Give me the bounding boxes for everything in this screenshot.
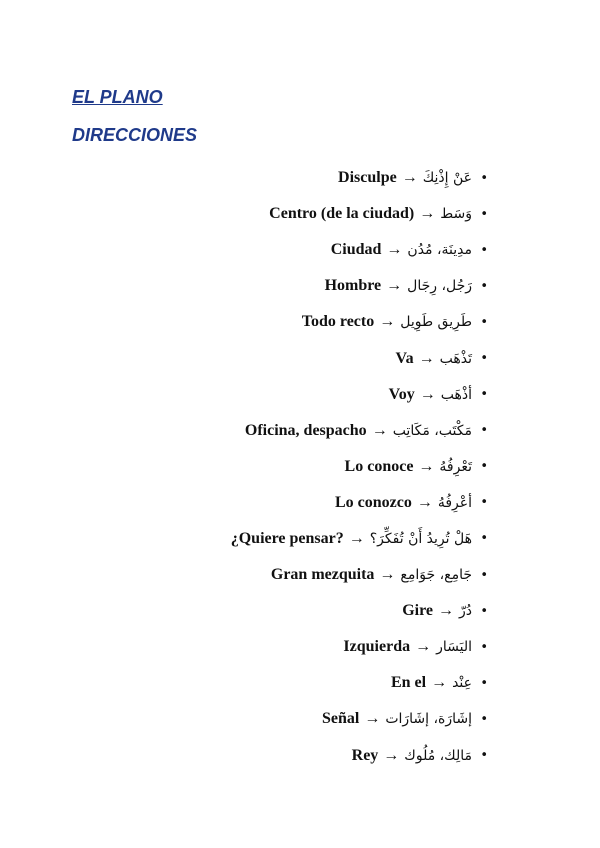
spanish-term: Ciudad (330, 241, 382, 259)
arabic-term: مَالِك، مُلُوك (404, 747, 472, 764)
arrow-icon: → (416, 493, 433, 511)
arabic-term: مَكْتَب، مَكَاتِب (392, 422, 472, 439)
arabic-term: عِنْد (452, 675, 472, 692)
arrow-icon: → (386, 277, 403, 295)
arrow-icon: → (419, 205, 436, 223)
spanish-term: Todo recto (301, 313, 375, 331)
spanish-term: Va (395, 349, 414, 367)
spanish-term: Hombre (324, 277, 382, 295)
arabic-term: اليَسَار (436, 639, 472, 656)
spanish-term: Rey (351, 746, 379, 764)
bullet-icon: • (480, 495, 488, 511)
arrow-icon: → (415, 638, 432, 656)
bullet-icon: • (480, 711, 488, 727)
section-heading: DIRECCIONES (72, 125, 198, 145)
arrow-icon: → (364, 710, 381, 728)
list-item (48, 377, 488, 413)
arrow-icon: → (438, 602, 454, 620)
bullet-icon: • (480, 531, 488, 547)
spanish-term: Oficina, despacho (244, 421, 367, 439)
bullet-icon: • (480, 387, 488, 403)
bullet-icon: • (480, 314, 488, 330)
spanish-term: ¿Quiere pensar? (230, 529, 344, 547)
arabic-term: دُرّ (459, 603, 472, 620)
arabic-term: جَامِع، جَوَامِع (400, 567, 472, 584)
vocabulary-list (48, 160, 488, 774)
arrow-icon: → (379, 566, 396, 584)
bullet-icon: • (480, 351, 488, 367)
bullet-icon: • (480, 675, 488, 691)
spanish-term: Lo conoce (344, 457, 414, 475)
arrow-icon: → (348, 529, 365, 547)
arrow-icon: → (419, 385, 436, 403)
arrow-icon: → (418, 457, 435, 475)
arabic-term: تَذْهَب (439, 350, 472, 367)
list-item (48, 196, 488, 232)
arrow-icon: → (418, 349, 435, 367)
list-item (48, 521, 488, 557)
bullet-icon: • (480, 603, 488, 619)
bullet-icon: • (480, 170, 488, 186)
arabic-term: تَعْرِفُهُ (439, 458, 472, 475)
arabic-term: أذْهَب (440, 386, 472, 403)
list-item (48, 629, 488, 665)
arrow-icon: → (386, 241, 403, 259)
bullet-icon: • (480, 206, 488, 222)
arabic-term: إشَارَة، إشَارَات (385, 711, 472, 728)
bullet-icon: • (480, 459, 488, 475)
list-item (48, 738, 488, 774)
spanish-term: Voy (388, 385, 415, 403)
bullet-icon: • (480, 639, 488, 655)
bullet-icon: • (480, 423, 488, 439)
bullet-icon: • (480, 748, 488, 764)
list-item (48, 485, 488, 521)
spanish-term: Señal (321, 710, 360, 728)
arrow-icon: → (379, 313, 396, 331)
list-item (48, 449, 488, 485)
list-item (48, 304, 488, 340)
list-item (48, 557, 488, 593)
list-item (48, 232, 488, 268)
list-item (48, 701, 488, 737)
list-item (48, 413, 488, 449)
spanish-term: Disculpe (338, 169, 397, 187)
arabic-term: أعْرِفُهُ (437, 494, 472, 511)
arabic-term: مدِينَة، مُدُن (407, 242, 472, 259)
arabic-term: وَسَط (440, 206, 472, 223)
bullet-icon: • (480, 242, 488, 258)
arabic-term: رَجُل، رِجَال (407, 278, 472, 295)
spanish-term: Gran mezquita (270, 566, 375, 584)
arabic-term: هَلْ تُرِيدُ أَنْ تُفَكِّرَ؟ (369, 530, 472, 547)
spanish-term: Centro (de la ciudad) (269, 205, 415, 223)
arrow-icon: → (383, 746, 400, 764)
list-item (48, 593, 488, 629)
spanish-term: Gire (402, 602, 433, 620)
spanish-term: Izquierda (343, 638, 411, 656)
bullet-icon: • (480, 567, 488, 583)
spanish-term: Lo conozco (334, 493, 412, 511)
bullet-icon: • (480, 278, 488, 294)
page-title: EL PLANO (72, 87, 163, 107)
list-item (48, 268, 488, 304)
arabic-term: عَنْ إِذْنِكَ (422, 170, 472, 187)
arrow-icon: → (431, 674, 448, 692)
list-item (48, 160, 488, 196)
arrow-icon: → (401, 169, 418, 187)
arabic-term: طَرِيق طَوِيل (400, 314, 472, 331)
arrow-icon: → (371, 421, 388, 439)
list-item (48, 665, 488, 701)
list-item (48, 340, 488, 376)
spanish-term: En el (390, 674, 427, 692)
